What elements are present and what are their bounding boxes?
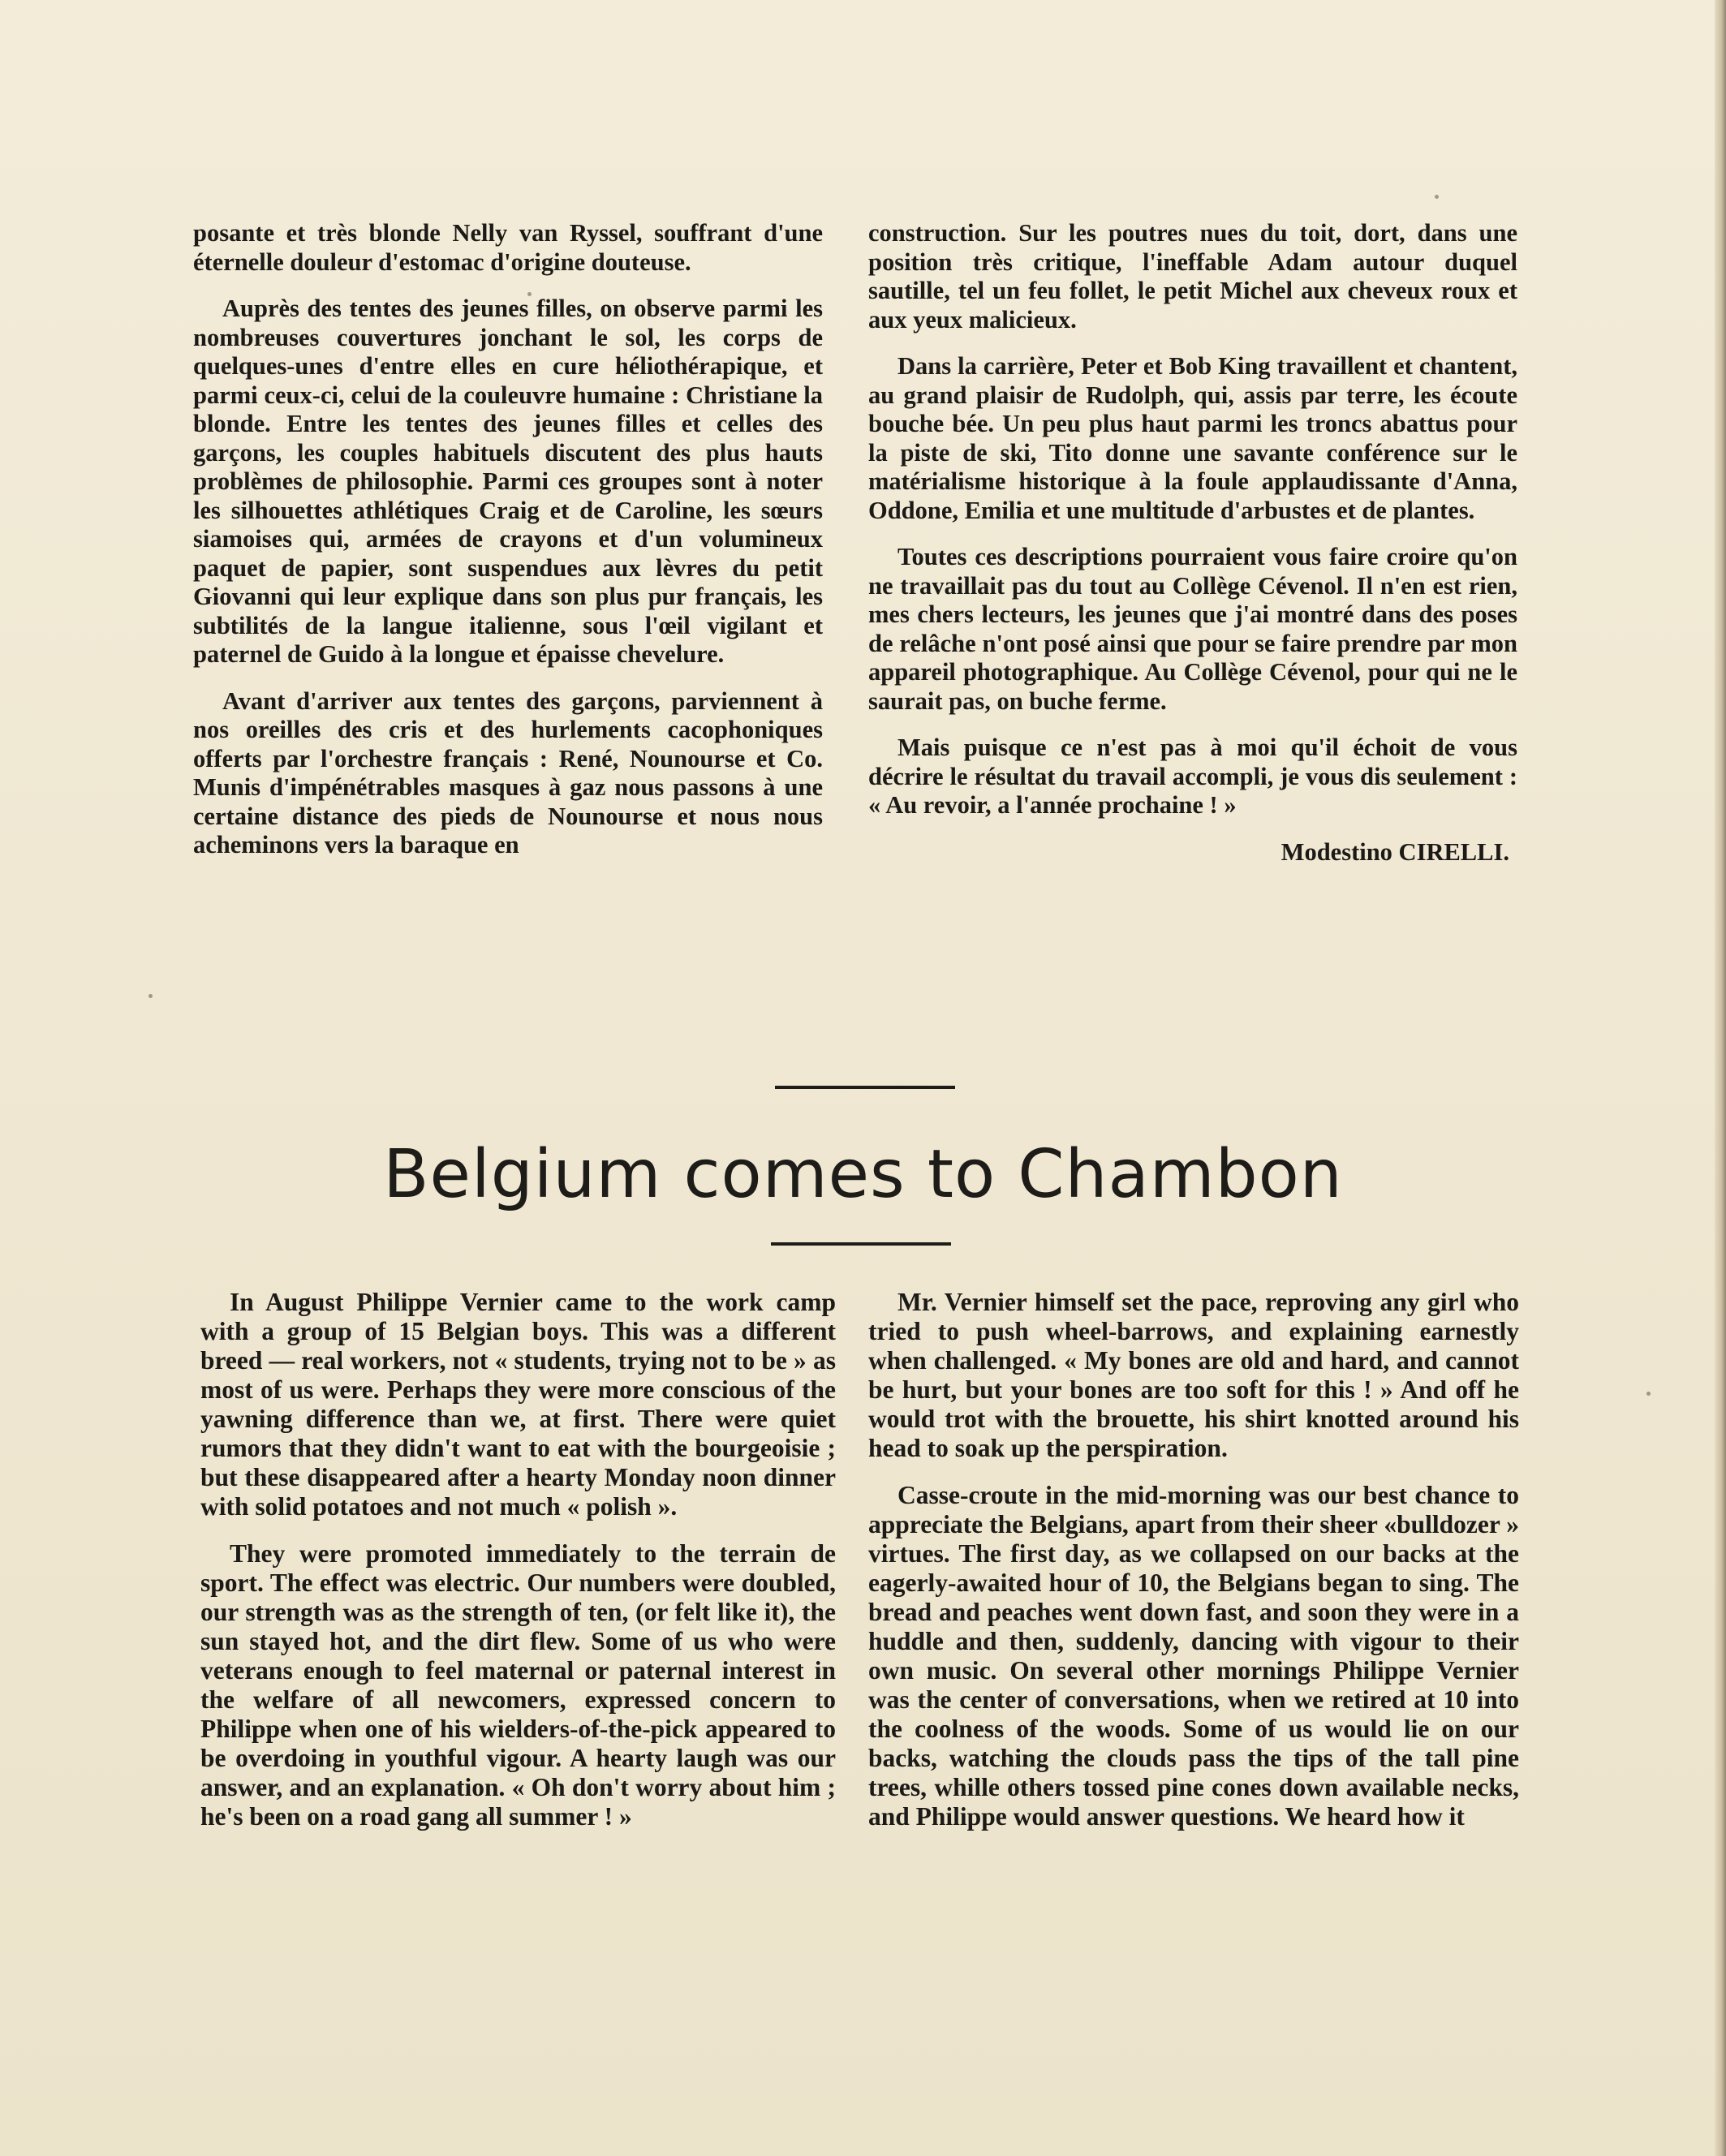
paragraph: Dans la carrière, Peter et Bob King travaillent et chantent, au grand plaisir de Rudolph, qui, assis par terre, les écoute bouche bée. Un peu plus haut parmi les troncs abattus pour la piste de ski, Tito donne une savante conférence sur le matérialisme historique à la foule applaudissante d'Anna, Oddone, Emilia et une multitude d'arbustes et de plantes.	[868, 352, 1517, 524]
paragraph: Casse-croute in the mid-morning was our best chance to appreciate the Belgians, apart from their sheer «bulldozer » virtues. The first day, as we collapsed on our backs at the eagerly-awaited hour of 10, the Belgians began to sing. The bread and peaches went down fast, and soon they were in a huddle and then, suddenly, dancing with vigour to their own music. On several other mornings Philippe Vernier was the center of conversations, when we retired at 10 into the coolness of the woods. Some of us would lie on our backs, watching the clouds pass the tips of the tall pine trees, whille others tossed pine cones down available necks, and Philippe would answer questions. We heard how it	[868, 1481, 1519, 1831]
print-speck	[148, 994, 153, 998]
divider-rule	[771, 1242, 951, 1246]
paragraph: Mr. Vernier himself set the pace, reproving any girl who tried to push wheel-barrows, and explaining earnestly when challenged. « My bones are old and hard, and cannot be hurt, but your bones are too soft for this ! » And off he would trot with the brouette, his shirt knotted around his head to soak up the perspiration.	[868, 1288, 1519, 1462]
paragraph: Mais puisque ce n'est pas à moi qu'il échoit de vous décrire le résultat du travail accompli, je vous dis seulement : « Au revoir, a l'année prochaine ! »	[868, 734, 1517, 819]
paragraph: Auprès des tentes des jeunes filles, on observe parmi les nombreuses couvertures jonchant le sol, les corps de quelques-unes d'entre elles en cure héliothérapique, et parmi ceux-ci, celui de la couleuvre humaine : Christiane la blonde. Entre les tentes des jeunes filles et celles des garçons, les couples habituels discutent des plus hauts problèmes de philosophie. Parmi ces groupes sont à noter les silhouettes athlétiques Craig et de Caroline, les sœurs siamoises qui, armées de crayons et d'un volumineux paquet de papier, sont suspendues aux lèvres du petit Giovanni qui leur explique dans son plus pur français, les subtilités de la langue italienne, sous l'œil vigilant et paternel de Guido à la longue et épaisse chevelure.	[193, 295, 823, 668]
french-article-right-column	[868, 219, 1517, 884]
print-speck	[1435, 195, 1439, 199]
paragraph: Avant d'arriver aux tentes des garçons, parviennent à nos oreilles des cris et des hurlements cacophoniques offerts par l'orchestre français : René, Nounourse et Co. Munis d'impénétrables masques à gaz nous passons à une certaine distance des pieds de Nounourse et nous nous acheminons vers la baraque en	[193, 686, 823, 859]
author-signature: Modestino CIRELLI.	[1281, 837, 1509, 866]
paragraph: They were promoted immediately to the terrain de sport. The effect was electric. Our numbers were doubled, our strength was as the strength of ten, (or felt like it), the sun stayed hot, and the dirt flew. Some of us who were veterans enough to feel maternal or paternal interest in the welfare of all newcomers, expressed concern to Philippe when one of his wielders-of-the-pick appeared to be overdoing in youthful vigour. A hearty laugh was our answer, and an explanation. « Oh don't worry about him ; he's been on a road gang all summer ! »	[200, 1539, 836, 1831]
paragraph: construction. Sur les poutres nues du toit, dort, dans une position très critique, l'ineffable Adam autour duquel sautille, tel un feu follet, le petit Michel aux cheveux roux et aux yeux malicieux.	[868, 219, 1517, 334]
paragraph: Toutes ces descriptions pourraient vous faire croire qu'on ne travaillait pas du tout au Collège Cévenol. Il n'en est rien, mes chers lecteurs, les jeunes que j'ai montré dans des poses de relâche n'ont posé ainsi que pour se faire prendre par mon appareil photographique. Au Collège Cévenol, pour qui ne le saurait pas, on buche ferme.	[868, 543, 1517, 715]
english-article-right-column	[868, 1288, 1519, 1849]
article-headline: Belgium comes to Chambon	[383, 1136, 1343, 1213]
page-edge	[1715, 0, 1726, 2156]
paragraph: In August Philippe Vernier came to the work camp with a group of 15 Belgian boys. This was a different breed — real workers, not « students, trying not to be » as most of us were. Perhaps they were more conscious of the yawning difference than we, at first. There were quiet rumors that they didn't want to eat with the bourgeoisie ; but these disappeared after a hearty Monday noon dinner with solid potatoes and not much « polish ».	[200, 1288, 836, 1521]
divider-rule	[775, 1086, 955, 1089]
english-article-left-column	[200, 1288, 836, 1849]
paragraph: posante et très blonde Nelly van Ryssel, souffrant d'une éternelle douleur d'estomac d'origine douteuse.	[193, 219, 823, 276]
french-article-left-column	[193, 219, 823, 878]
print-speck	[1646, 1392, 1651, 1396]
